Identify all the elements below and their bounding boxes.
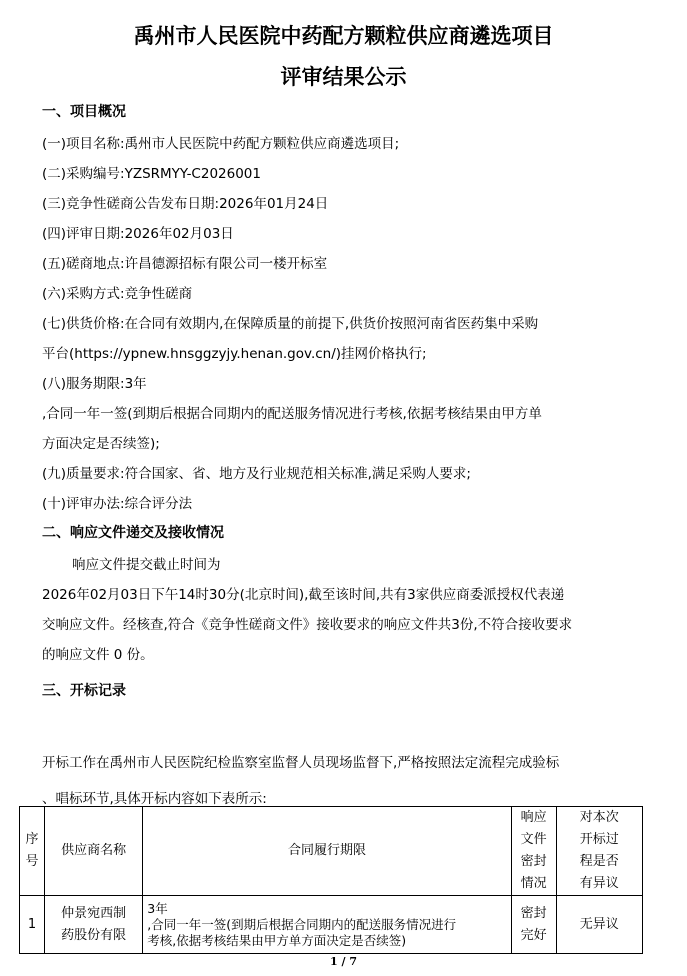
cell-seq: 1 xyxy=(20,896,45,954)
table-row xyxy=(20,896,643,954)
page-number: 1 / 7 xyxy=(330,955,357,968)
item-quality-requirement: (九)质量要求:符合国家、省、地方及行业规范相关标准,满足采购人要求; xyxy=(42,466,471,482)
item-evaluation-method: (十)评审办法:综合评分法 xyxy=(42,496,193,512)
cell-supplier-line: 药股份有限 xyxy=(61,927,127,943)
cell-contract-period xyxy=(143,896,511,954)
header-objection-line: 有异议 xyxy=(579,876,619,891)
header-seq-line: 序 xyxy=(25,832,39,847)
cell-period-line: ,合同一年一签(到期后根据合同期内的配送服务情况进行 xyxy=(147,916,457,932)
cell-seal-status xyxy=(511,896,556,954)
header-seq xyxy=(20,807,45,896)
submission-line-3: 的响应文件 0 份。 xyxy=(42,647,154,663)
document-title: 禹州市人民医院中药配方颗粒供应商遴选项目 xyxy=(133,24,554,48)
item-project-name: (一)项目名称:禹州市人民医院中药配方颗粒供应商遴选项目; xyxy=(42,136,400,152)
item-supply-price-cont: 平台(https://ypnew.hnsggzyjy.henan.gov.cn/)挂网价格执行; xyxy=(42,346,427,362)
header-seal-line: 密封 xyxy=(520,854,547,869)
header-seal-line: 情况 xyxy=(520,876,547,891)
header-objection xyxy=(556,807,643,896)
item-review-date: (四)评审日期:2026年02月03日 xyxy=(42,226,234,242)
header-supplier: 供应商名称 xyxy=(44,807,142,896)
opening-record-line-1: 开标工作在禹州市人民医院纪检监察室监督人员现场监督下,严格按照法定流程完成验标 xyxy=(42,755,560,771)
header-objection-line: 对本次 xyxy=(579,810,619,825)
cell-period-line: 3年 xyxy=(147,900,168,916)
item-location: (五)磋商地点:许昌德源招标有限公司一楼开标室 xyxy=(42,256,328,272)
cell-seal-line: 密封 xyxy=(520,905,547,921)
section-heading-overview: 一、项目概况 xyxy=(42,104,126,120)
cell-objection: 无异议 xyxy=(556,896,643,954)
item-procurement-number: (二)采购编号:YZSRMYY-C2026001 xyxy=(42,166,261,182)
header-objection-line: 程是否 xyxy=(579,854,619,869)
header-seal-line: 响应 xyxy=(520,810,547,825)
document-subtitle: 评审结果公示 xyxy=(280,65,407,89)
header-objection-line: 开标过 xyxy=(579,832,619,847)
item-service-period-cont2: 方面决定是否续签); xyxy=(42,436,160,452)
cell-supplier-line: 仲景宛西制 xyxy=(61,905,127,921)
header-seal-status xyxy=(511,807,556,896)
opening-record-line-2: 、唱标环节,具体开标内容如下表所示: xyxy=(42,791,267,807)
cell-seal-line: 完好 xyxy=(520,927,547,943)
header-contract-period: 合同履行期限 xyxy=(143,807,511,896)
item-announcement-date: (三)竞争性磋商公告发布日期:2026年01月24日 xyxy=(42,196,329,212)
submission-line-1: 2026年02月03日下午14时30分(北京时间),截至该时间,共有3家供应商委派授权代表递 xyxy=(42,587,565,603)
item-service-period: (八)服务期限:3年 xyxy=(42,376,147,392)
item-service-period-cont1: ,合同一年一签(到期后根据合同期内的配送服务情况进行考核,依据考核结果由甲方单 xyxy=(42,406,542,422)
header-seq-line: 号 xyxy=(25,854,39,869)
header-seal-line: 文件 xyxy=(520,832,547,847)
section-heading-submission: 二、响应文件递交及接收情况 xyxy=(42,525,224,541)
submission-line-2: 交响应文件。经核查,符合《竞争性磋商文件》接收要求的响应文件共3份,不符合接收要求 xyxy=(42,617,573,633)
section-heading-opening-record: 三、开标记录 xyxy=(42,683,126,699)
cell-supplier xyxy=(44,896,142,954)
table-header-row xyxy=(20,807,643,896)
opening-record-table xyxy=(19,806,643,954)
submission-deadline-intro: 响应文件提交截止时间为 xyxy=(72,557,221,573)
item-procurement-method: (六)采购方式:竞争性磋商 xyxy=(42,286,193,302)
cell-period-line: 考核,依据考核结果由甲方单方面决定是否续签) xyxy=(147,932,407,948)
item-supply-price: (七)供货价格:在合同有效期内,在保障质量的前提下,供货价按照河南省医药集中采购 xyxy=(42,316,539,332)
